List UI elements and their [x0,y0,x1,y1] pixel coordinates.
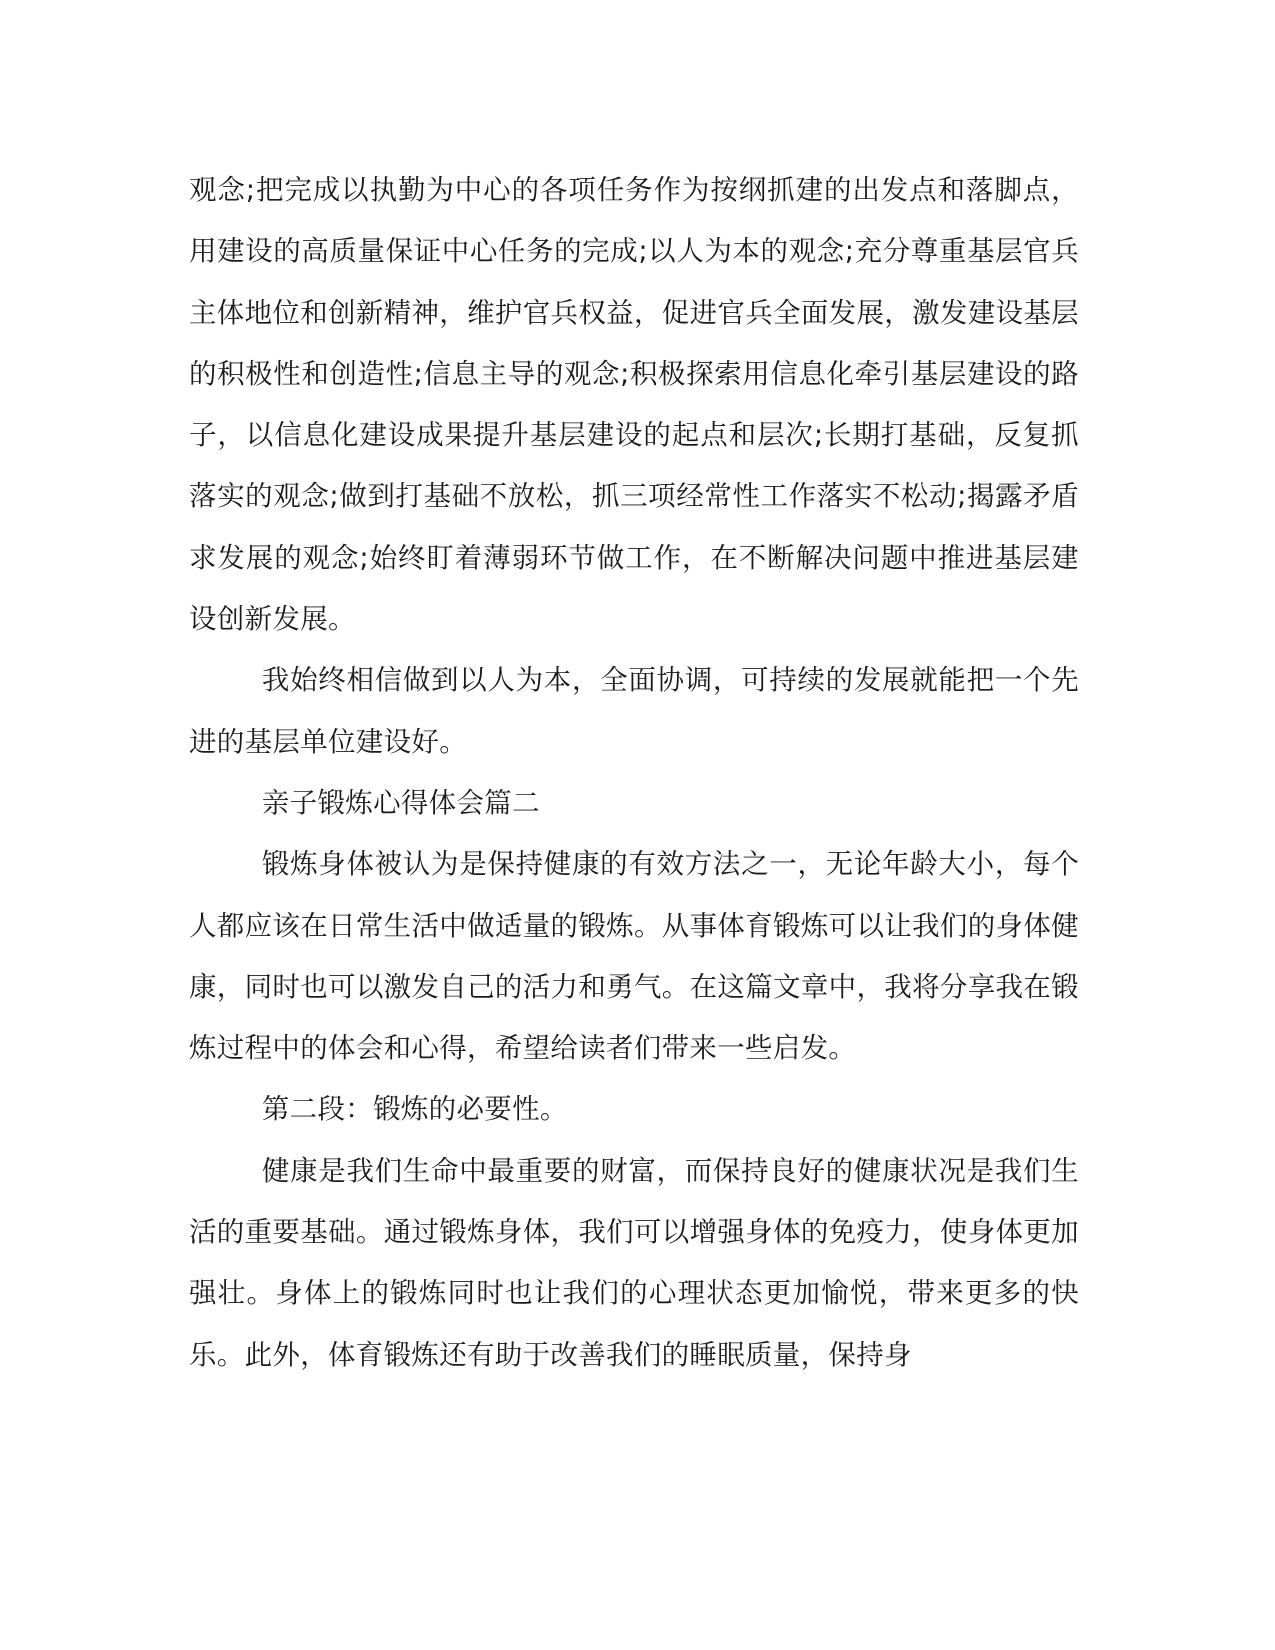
paragraph-health-importance: 健康是我们生命中最重要的财富，而保持良好的健康状况是我们生活的重要基础。通过锻炼身体，我们可以增强身体的免疫力，使身体更加强壮。身体上的锻炼同时也让我们的心理状态更加愉悦，带来更多的快乐。此外，体育锻炼还有助于改善我们的睡眠质量，保持身 [189,1154,1079,1371]
paragraph-exercise-intro: 锻炼身体被认为是保持健康的有效方法之一，无论年龄大小，每个人都应该在日常生活中做适量的锻炼。从事体育锻炼可以让我们的身体健康，同时也可以激发自己的活力和勇气。在这篇文章中，我将分享我在锻炼过程中的体会和心得，希望给读者们带来一些启发。 [189,848,1079,1065]
paragraph-people-oriented: 我始终相信做到以人为本，全面协调，可持续的发展就能把一个先进的基层单位建设好。 [189,664,1079,758]
paragraph-basic-concepts: 观念;把完成以执勤为中心的各项任务作为按纲抓建的出发点和落脚点，用建设的高质量保证中心任务的完成;以人为本的观念;充分尊重基层官兵主体地位和创新精神，维护官兵权益，促进官兵全面发展，激发建设基层的积极性和创造性;信息主导的观念;积极探索用信息化牵引基层建设的路子，以信息化建设成果提升基层建设的起点和层次;长期打基础，反复抓落实的观念;做到打基础不放松，抓三项经常性工作落实不松动;揭露矛盾求发展的观念;始终盯着薄弱环节做工作，在不断解决问题中推进基层建设创新发展。 [189,174,1079,636]
section-heading-part-two: 亲子锻炼心得体会篇二 [261,786,540,819]
section-heading-necessity: 第二段：锻炼的必要性。 [261,1093,568,1126]
document-body [189,160,1079,1386]
